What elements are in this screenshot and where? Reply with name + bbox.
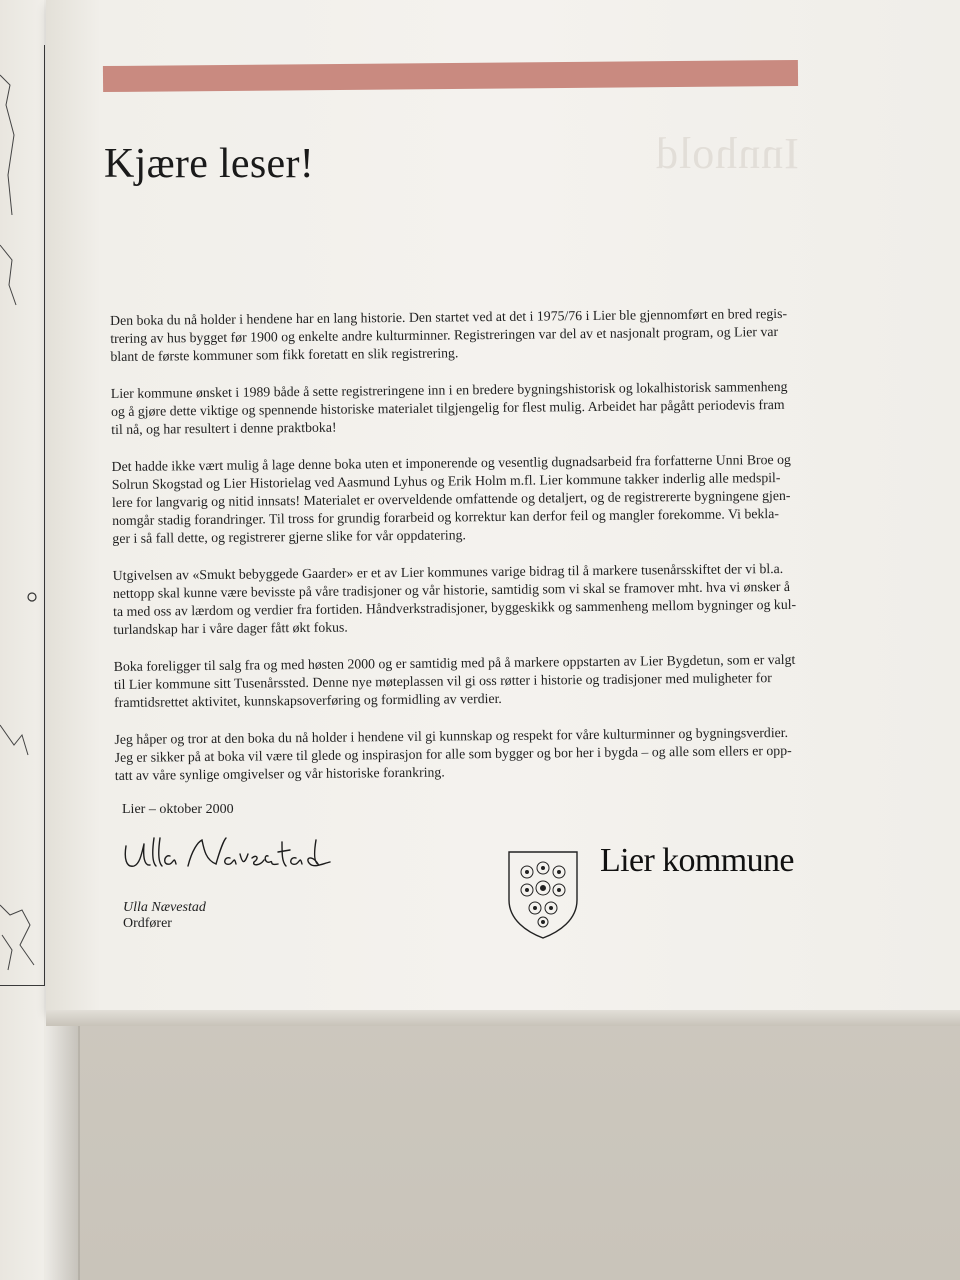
page-edge (46, 1010, 960, 1026)
signer-name: Ulla Nævestad (123, 900, 206, 915)
map-lines-icon (0, 45, 44, 985)
signer-title: Ordfører (123, 916, 172, 931)
letter-body (110, 305, 825, 804)
coat-of-arms-icon (505, 848, 581, 940)
paragraph: Utgivelsen av «Smukt bebyggede Gaarder» er et av Lier kommunes varige bidrag til å markere tusenårsskiftet der vi bl.a. nettopp skal kunne være bevisste på våre tradisjoner og vår historie, samtidig som vi skal se framover mht. hva vi ønsker å ta med oss av lærdom og verdier fra fortiden. Håndverkstradisjoner, byggeskikk og sammenheng mellom bygninger og kul- turlandskap har i våre dager fått økt fokus. (112, 560, 797, 637)
paragraph: Den boka du nå holder i hendene har en lang historie. Den startet ved at det i 1975/76 i Lier ble gjennomført en bred regis- trering av hus bygget før 1900 og enkelte andre kulturminner. Registreringen var del av et nasjonalt program, og Lier var blant de første kommuner som fikk foretatt en slik registrering. (110, 305, 788, 364)
paragraph: Lier kommune ønsket i 1989 både å sette registreringene inn i en bredere bygningshistorisk og lokalhistorisk sammenheng og å gjøre dette viktige og spennende historiske materialet tilgjengelig for flest mulig. Arbeidet har pågått periodevis fram til nå, og har resultert i denne praktboka! (110, 378, 788, 437)
municipality-wordmark: Lier kommune (600, 842, 794, 879)
page-title: Kjære leser! (104, 141, 315, 187)
signer-block (123, 900, 206, 932)
bleed-through-text: Innhold (655, 129, 799, 178)
paragraph: Det hadde ikke vært mulig å lage denne boka uten et imponerende og vesentlig dugnadsarbeid fra forfatterne Unni Broe og Solrun Skogstad og Lier Historielag ved Aasmund Lyhus og Erik Holm m.fl. Lier kommune takker inderlig alle medspil- lere for langvarig og nitid innsats! Materialet er overveldende omfattende og detaljert, og de registrererte bygningene gjen- nomgår stadig forandringer. Til tross for grundig forarbeid og korrektur kan derfor feil og mangler forekomme. Vi bekla- ger i så fall dette, og registrerer gjerne slike for vår oppdatering. (111, 451, 791, 546)
map-fragment (0, 45, 45, 986)
handwritten-signature (118, 828, 338, 878)
place-date: Lier – oktober 2000 (122, 802, 234, 817)
paragraph: Jeg håper og tror at den boka du nå holder i hendene vil gi kunnskap og respekt for våre kulturminner og bygningsverdier. Jeg er sikker på at boka vil være til glede og inspirasjon for alle som bygger og bor her i bygda – og alle som ellers er opp- tatt av våre synlige omgivelser og vår historiske forankring. (114, 724, 792, 783)
paragraph: Boka foreligger til salg fra og med høsten 2000 og er samtidig med på å markere oppstarten av Lier Bygdetun, som er valgt til Lier kommune sitt Tusenårssted. Denne nye møteplassen vil gi oss røtter i historie og tradisjoner med muligheter for framtidsrettet aktivitet, kunnskapsoverføring og formidling av verdier. (113, 651, 796, 710)
